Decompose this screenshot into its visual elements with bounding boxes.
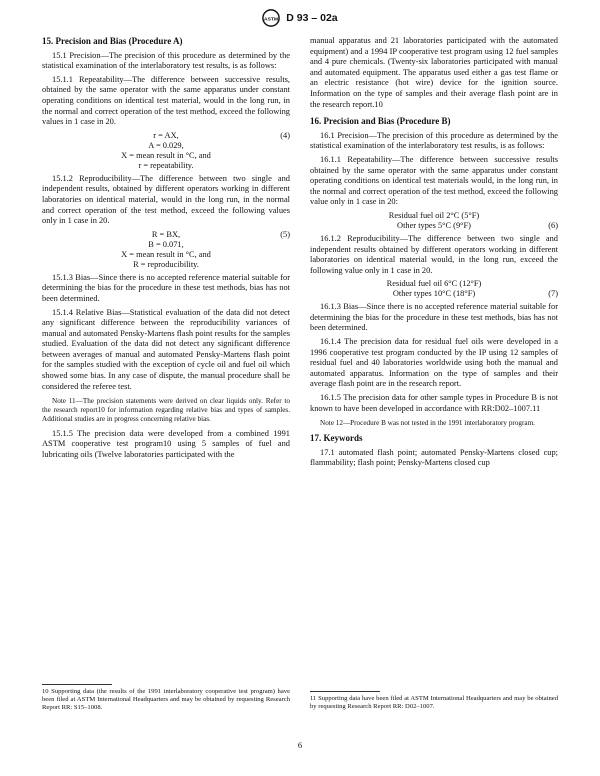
footnote-rule [310,691,380,692]
right-column [310,36,558,472]
paragraph-15-1-3: 15.1.3 Bias—Since there is no accepted reference material suitable for determining the bias for the procedure in these test methods, bias has not been determined. [42,272,290,303]
paragraph-15-1-5: 15.1.5 The precision data were developed from a combined 1991 ASTM cooperative test program10 using 5 samples of fuel and lubricating oils (Twelve laboratories participated with the [42,428,290,459]
paragraph-15-1-1: 15.1.1 Repeatability—The difference between successive results, obtained by the same operator with the same apparatus under constant operating conditions on identical test material, would in the long run, in the normal and correct operation of the test method, exceed the following values in 1 case in 20. [42,74,290,127]
footnote-11: 11 Supporting data have been filed at ASTM International Headquarters and may be obtained by requesting Research Report RR: D02–1007. [310,691,558,711]
astm-logo-icon [262,9,280,27]
paragraph-16-1-2: 16.1.2 Reproducibility—The difference between two single and independent results obtained by different operators working in different laboratories on identical material would, in the long run, exceed the following value only in 1 case in 20. [310,233,558,275]
paragraph-15-1-5-continued: manual apparatus and 21 laboratories participated with the automated equipment) and a 1994 IP cooperative test program using 12 fuel samples and 4 pure chemicals. (Twenty-six laboratories participated with manual and automated equipment. The apparatus used either a gas test flame or an electric resistance (hot wire) device for the ignition source. Information on the type of samples and their average flash point are in the research report.10 [310,36,558,109]
footnote-10: 10 Supporting data (the results of the 1991 interlaboratory cooperative test program) have been filed at ASTM International Headquarters and may be obtained by requesting Research Report RR: S15–1008. [42,684,290,712]
paragraph-17-1: 17.1 automated flash point; automated Pensky-Martens closed cup; flammability; flash point; Pensky-Martens closed cup [310,447,558,468]
paragraph-16-1-5: 16.1.5 The precision data for other sample types in Procedure B is not known to have been developed in accordance with RR:D02–1007.11 [310,393,558,413]
equation-7: Residual fuel oil 6°C (12°F) Other types 10°C (18°F) (7) [386,279,558,299]
left-column [42,36,290,463]
paragraph-16-1: 16.1 Precision—The precision of this procedure as determined by the statistical examination of the interlaboratory test results, is as follows: [310,130,558,151]
note-12: Note 12—Procedure B was not tested in the 1991 interlaboratory program. [320,419,535,428]
document-designation: D 93 – 02a [286,12,338,24]
section-15-heading: 15. Precision and Bias (Procedure A) [42,36,183,46]
equation-number: (6) [548,220,558,230]
equation-number: (5) [280,229,290,239]
note-11: Note 11—The precision statements were derived on clear liquids only. Refer to the research report10 for information regarding relative bias and types of samples. Additional studies are in progress concerning relative bias. [42,397,290,423]
equation-number: (4) [280,130,290,140]
equation-6: Residual fuel oil 2°C (5°F) Other types 5°C (9°F) (6) [388,210,558,230]
section-16-heading: 16. Precision and Bias (Procedure B) [310,116,451,127]
paragraph-15-1: 15.1 Precision—The precision of this procedure as determined by the statistical examination of the interlaboratory test results, is as follows: [42,50,290,71]
svg-text:ASTM: ASTM [264,17,279,23]
paragraph-15-1-2: 15.1.2 Reproducibility—The difference between two single and independent results, obtained by different operators working in different laboratories on identical material, would in the long run, in the normal and correct operation of the test method, exceed the following values only in 1 case in 20. [42,173,290,226]
equation-4: r = AX, A = 0.029, X = mean result in °C, and r = repeatability. (4) [121,130,290,170]
section-17-heading: 17. Keywords [310,433,363,444]
paragraph-16-1-4: 16.1.4 The precision data for residual fuel oils were developed in a 1996 cooperative test program conducted by the IP using 12 samples of residual fuel and 40 laboratories worldwide using both the manual and automated apparatus. Information on the type of samples and their average flash point are in the research report. [310,337,558,389]
paragraph-16-1-1: 16.1.1 Repeatability—The difference between successive results obtained by the same operator with the same apparatus under constant operating conditions on identical test materials would, in the long run, in the normal and correct operation of the test method, exceed the following value only in 1 case in 20: [310,154,558,207]
paragraph-15-1-4: 15.1.4 Relative Bias—Statistical evaluation of the data did not detect any significant difference between the reproducibility variances of manual and automated Pensky-Martens flash point results for the samples studied. Evaluation of the data did not detect any significant difference between averages of manual and automated Pensky-Martens flash point for the samples studied with the exception of cycle oil and fuel oil which showed some bias. In any case of dispute, the manual procedure shall be considered the referee test. [42,307,290,391]
paragraph-16-1-3: 16.1.3 Bias—Since there is no accepted reference material suitable for determining the bias for the procedure in these test methods, bias has not been determined. [310,302,558,333]
equation-5: R = BX, B = 0.071, X = mean result in °C, and R = reproducibility. (5) [121,229,290,269]
footnote-rule [42,684,112,685]
page-number: 6 [297,740,303,750]
page-header [0,9,600,27]
equation-number: (7) [548,289,558,299]
